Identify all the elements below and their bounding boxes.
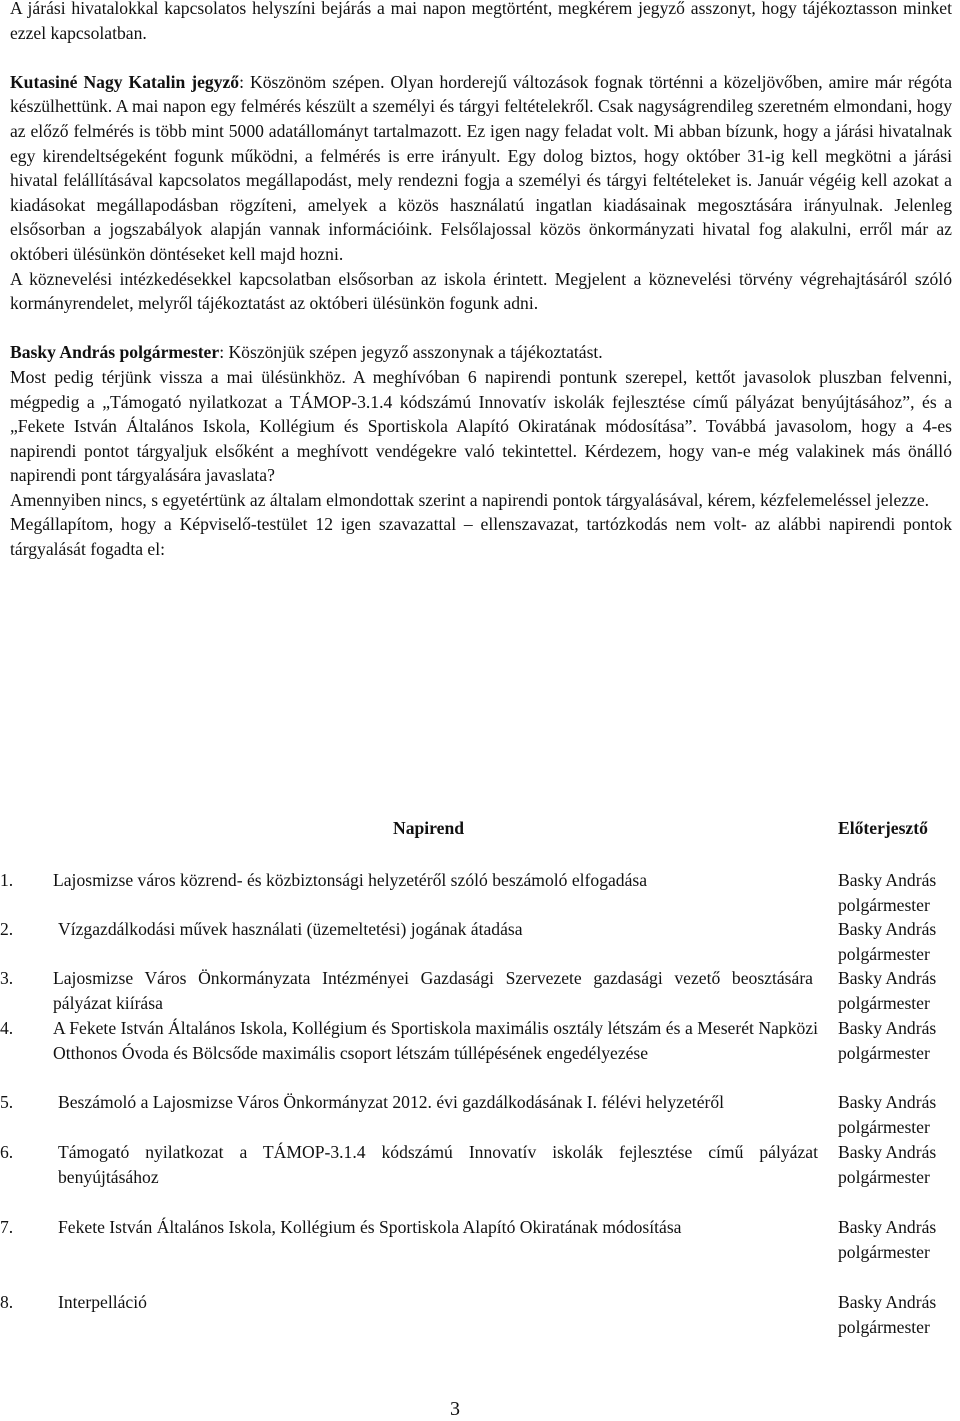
agenda-presenter: Basky András polgármester	[838, 1092, 937, 1137]
agenda-presenter: Basky András polgármester	[838, 919, 937, 964]
agenda-number: 6.	[0, 1142, 14, 1162]
agenda-presenter: Basky András polgármester	[838, 1142, 937, 1187]
agenda-table-header	[10, 818, 960, 843]
paragraph-intro: A járási hivatalokkal kapcsolatos helyszíni bejárás a mai napon megtörtént, megkérem jegyző asszonyt, hogy tájékoztasson minket ezzel kapcsolatban.	[10, 0, 952, 43]
agenda-number: 4.	[0, 1018, 14, 1038]
agenda-text: Beszámoló a Lajosmizse Város Önkormányzat 2012. évi gazdálkodásának I. félévi helyzetéről	[58, 1092, 725, 1112]
agenda-text: Lajosmizse Város Önkormányzata Intézményei Gazdasági Szervezete gazdasági vezető beosztására pályázat kiírása	[53, 968, 813, 1013]
page-number: 3	[450, 1398, 460, 1420]
agenda-text: Vízgazdálkodási művek használati (üzemeltetési) jogának átadása	[58, 919, 523, 939]
agenda-presenter: Basky András polgármester	[838, 1292, 937, 1337]
agenda-number: 7.	[0, 1217, 14, 1237]
agenda-presenter: Basky András polgármester	[838, 968, 937, 1013]
agenda-number: 2.	[0, 919, 14, 939]
agenda-number: 8.	[0, 1292, 14, 1312]
spacer	[10, 316, 952, 341]
agenda-presenter: Basky András polgármester	[838, 1217, 937, 1262]
paragraph-vote-request: Amennyiben nincs, s egyetértünk az általam elmondottak szerint a napirendi pontok tárgyalásával, kérem, kézfelemeléssel jelezze.	[10, 489, 930, 510]
speaker-notary: Kutasiné Nagy Katalin jegyző	[10, 71, 240, 92]
notary-text: : Köszönöm szépen. Olyan horderejű változások fognak történni a közeljövőben, amire már régóta készülhettünk. A mai napon egy felmérés készült a személyi és tárgyi feltételekről. Csak nagyságrendileg szeretném elmondani, hogy az előző felmérés is több mint 5000 adatállományt tartalmazott. Ez igen nagy feladat volt. Mi abban bízunk, hogy a járási hivatalnak egy kirendeltségeként fogunk működni, a felmérés is erre irányult. Egy dolog biztos, hogy október 31-ig kell megkötni a járási hivatal felállításával kapcsolatos megállapodást, mely rendezni fogja a személyi és tárgyi feltételeket is. Január végéig kell azokat a kiadásokat megállapodásban rögzíteni, amelyek a közös használatú ingatlan kiadásainak megosztására irányulnak. Jelenleg elsősorban a jogszabályok alapján vannak információink. Felsőlajossal közös önkormányzati hivatal fog alakulni, erről már az októberi ülésünkön döntéseket kell majd hozni.	[10, 71, 953, 264]
speaker-mayor: Basky András polgármester	[10, 342, 220, 363]
agenda-text: A Fekete István Általános Iskola, Kollégium és Sportiskola maximális osztály létszám és a Meserét Napközi Otthonos Óvoda és Bölcsőde maximális csoport létszám túllépésének engedélyezése	[53, 1018, 818, 1063]
agenda-text: Támogató nyilatkozat a TÁMOP-3.1.4 kódszámú Innovatív iskolák fejlesztése című pályázat benyújtásához	[58, 1142, 818, 1187]
header-presenter: Előterjesztő	[838, 818, 928, 838]
paragraph-mayor	[10, 340, 952, 365]
agenda-text: Fekete István Általános Iskola, Kollégium és Sportiskola Alapító Okiratának módosítása	[58, 1217, 682, 1237]
header-topic: Napirend	[393, 818, 465, 838]
agenda-number: 5.	[0, 1092, 14, 1112]
spacer	[10, 45, 952, 70]
paragraph-vote-result: Megállapítom, hogy a Képviselő-testület 12 igen szavazattal – ellenszavazat, tartózkodás nem volt- az alábbi napirendi pontok tárgyalását fogadta el:	[10, 514, 952, 560]
agenda-number: 3.	[0, 968, 14, 988]
paragraph-education: A köznevelési intézkedésekkel kapcsolatban elsősorban az iskola érintett. Megjelent a köznevelési törvény végrehajtásáról szóló kormányrendelet, melyről tájékoztatást az októberi ülésünkön fogunk adni.	[10, 268, 952, 314]
mayor-text: : Köszönjük szépen jegyző asszonynak a tájékoztatást.	[219, 342, 603, 363]
agenda-text: Interpelláció	[58, 1292, 147, 1312]
agenda-presenter: Basky András polgármester	[838, 1018, 937, 1063]
paragraph-notary	[10, 70, 952, 267]
agenda-text: Lajosmizse város közrend- és közbiztonsági helyzetéről szóló beszámoló elfogadása	[53, 870, 648, 890]
agenda-number: 1.	[0, 870, 14, 890]
agenda-presenter: Basky András polgármester	[838, 870, 937, 915]
paragraph-agenda-proposal: Most pedig térjünk vissza a mai ülésünkhöz. A meghívóban 6 napirendi pontunk szerepel, kettőt javasolok pluszban felvenni, mégpedig a „Támogató nyilatkozat a TÁMOP-3.1.4 kódszámú Innovatív iskolák fejlesztése című pályázat benyújtásához”, és a „Fekete István Általános Iskola, Kollégium és Sportiskola Alapító Okiratának módosítása”. Továbbá javasolom, hogy a 4-es napirendi pontot tárgyaljuk elsőként a meghívott vendégekre való tekintettel. Kérdezem, hogy van-e még valakinek más önálló napirendi pont tárgyalására javaslata?	[10, 366, 952, 486]
